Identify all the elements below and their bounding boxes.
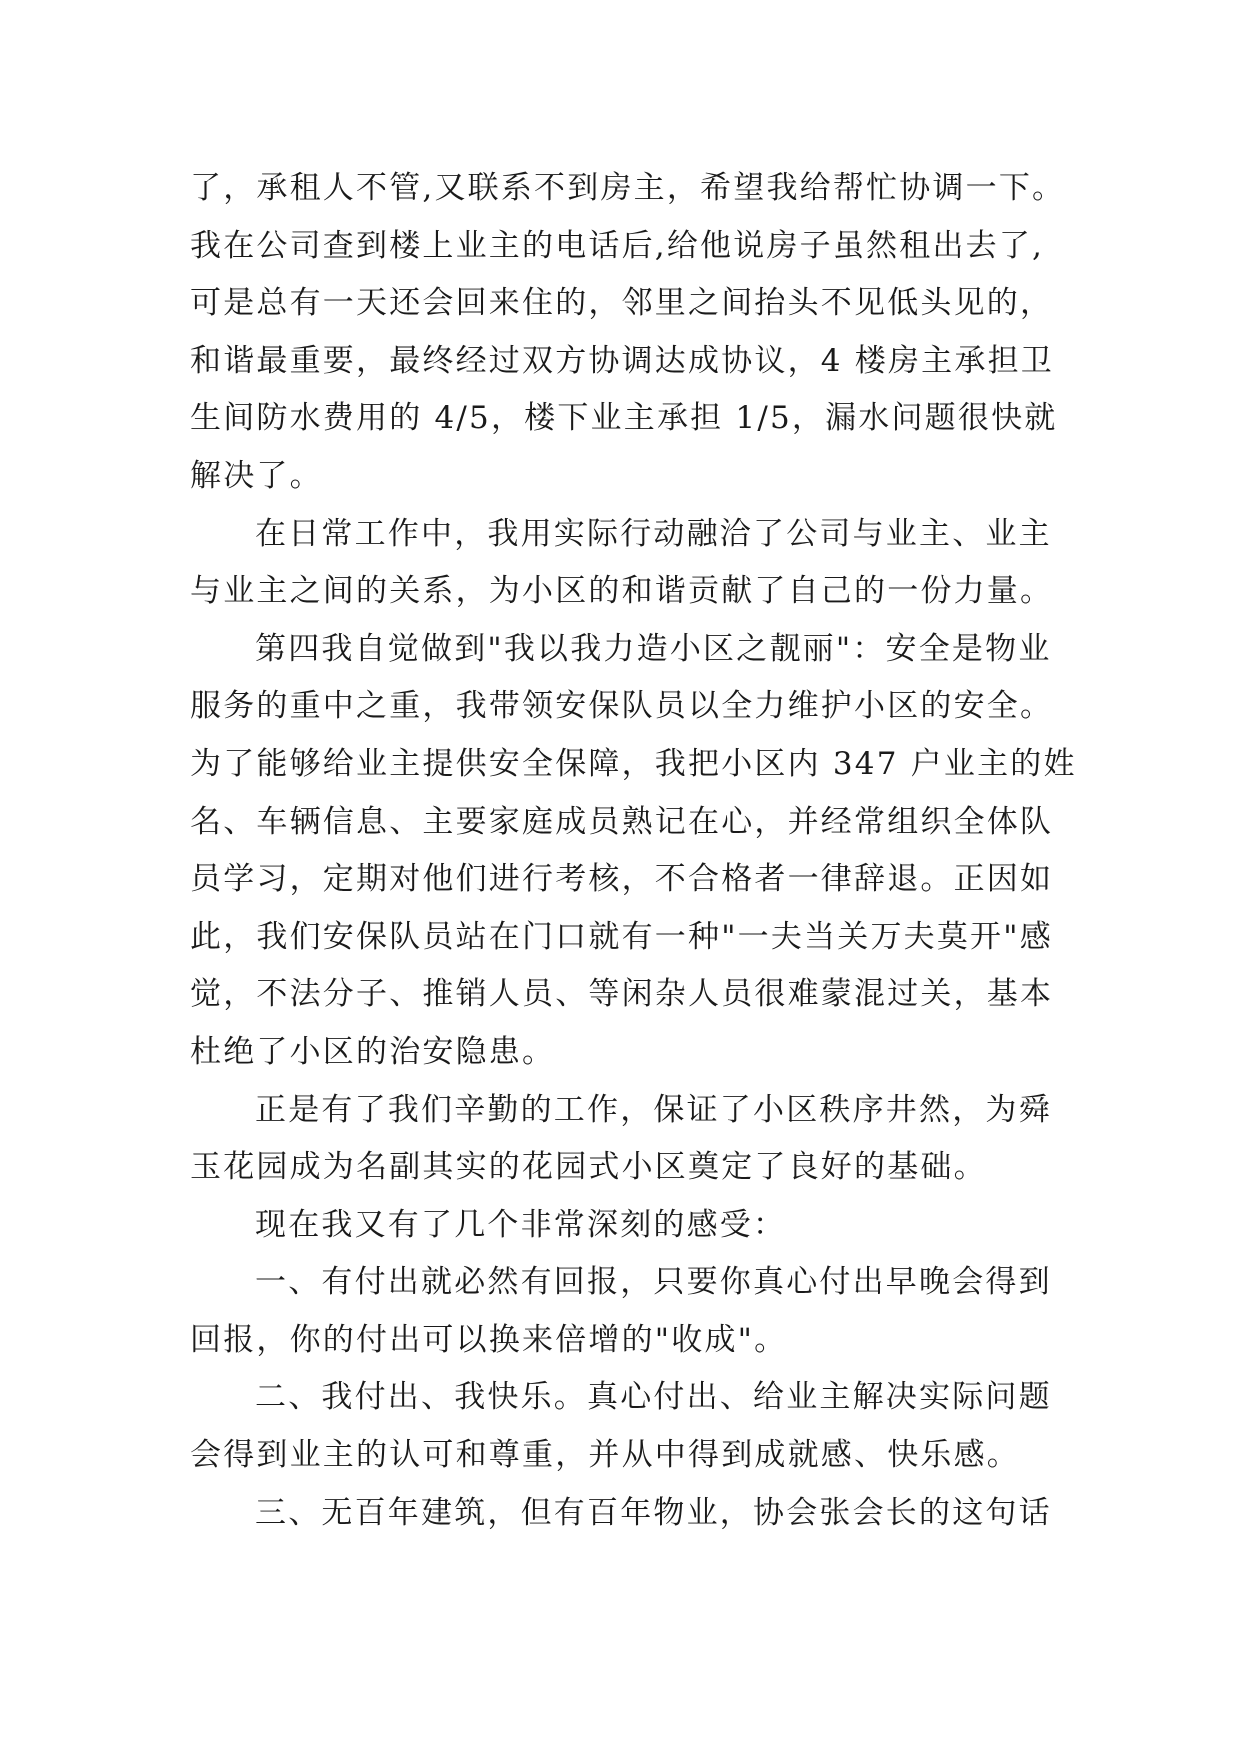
text-line: 玉花园成为名副其实的花园式小区奠定了良好的基础。	[190, 1149, 987, 1186]
text-line: 名、车辆信息、主要家庭成员熟记在心，并经常组织全体队	[190, 803, 1054, 840]
text-line: 二、我付出、我快乐。真心付出、给业主解决实际问题	[255, 1379, 1052, 1416]
text-line: 现在我又有了几个非常深刻的感受：	[255, 1206, 787, 1243]
text-line: 一、有付出就必然有回报，只要你真心付出早晚会得到	[255, 1264, 1052, 1301]
text-line: 服务的重中之重，我带领安保队员以全力维护小区的安全。	[190, 688, 1054, 725]
text-line: 觉，不法分子、推销人员、等闲杂人员很难蒙混过关，基本	[190, 976, 1054, 1013]
text-line: 员学习，定期对他们进行考核，不合格者一律辞退。正因如	[190, 861, 1054, 898]
text-line: 了，承租人不管,又联系不到房主，希望我给帮忙协调一下。	[190, 170, 1066, 206]
text-line: 可是总有一天还会回来住的，邻里之间抬头不见低头见的，	[190, 285, 1054, 322]
text-line: 杜绝了小区的治安隐患。	[190, 1033, 556, 1070]
text-line: 第四我自觉做到"我以我力造小区之靓丽"：安全是物业	[255, 630, 1052, 667]
text-line: 为了能够给业主提供安全保障，我把小区内 347 户业主的姓	[190, 745, 1077, 782]
text-line: 在日常工作中，我用实际行动融洽了公司与业主、业主	[255, 515, 1052, 552]
text-line: 解决了。	[190, 457, 323, 494]
text-line: 和谐最重要，最终经过双方协调达成协议，4 楼房主承担卫	[190, 342, 1054, 379]
body-text	[190, 160, 1077, 1542]
text-line: 与业主之间的关系，为小区的和谐贡献了自己的一份力量。	[190, 573, 1054, 610]
text-line: 此，我们安保队员站在门口就有一种"一夫当关万夫莫开"感	[190, 918, 1053, 955]
text-line: 生间防水费用的 4/5，楼下业主承担 1/5，漏水问题很快就	[190, 400, 1058, 437]
text-line: 回报，你的付出可以换来倍增的"收成"。	[190, 1321, 788, 1358]
text-line: 正是有了我们辛勤的工作，保证了小区秩序井然，为舜	[255, 1091, 1052, 1128]
text-line: 会得到业主的认可和尊重，并从中得到成就感、快乐感。	[190, 1437, 1020, 1474]
text-line: 我在公司查到楼上业主的电话后,给他说房子虽然租出去了,	[190, 227, 1045, 264]
text-line: 三、无百年建筑，但有百年物业，协会张会长的这句话	[255, 1494, 1052, 1531]
